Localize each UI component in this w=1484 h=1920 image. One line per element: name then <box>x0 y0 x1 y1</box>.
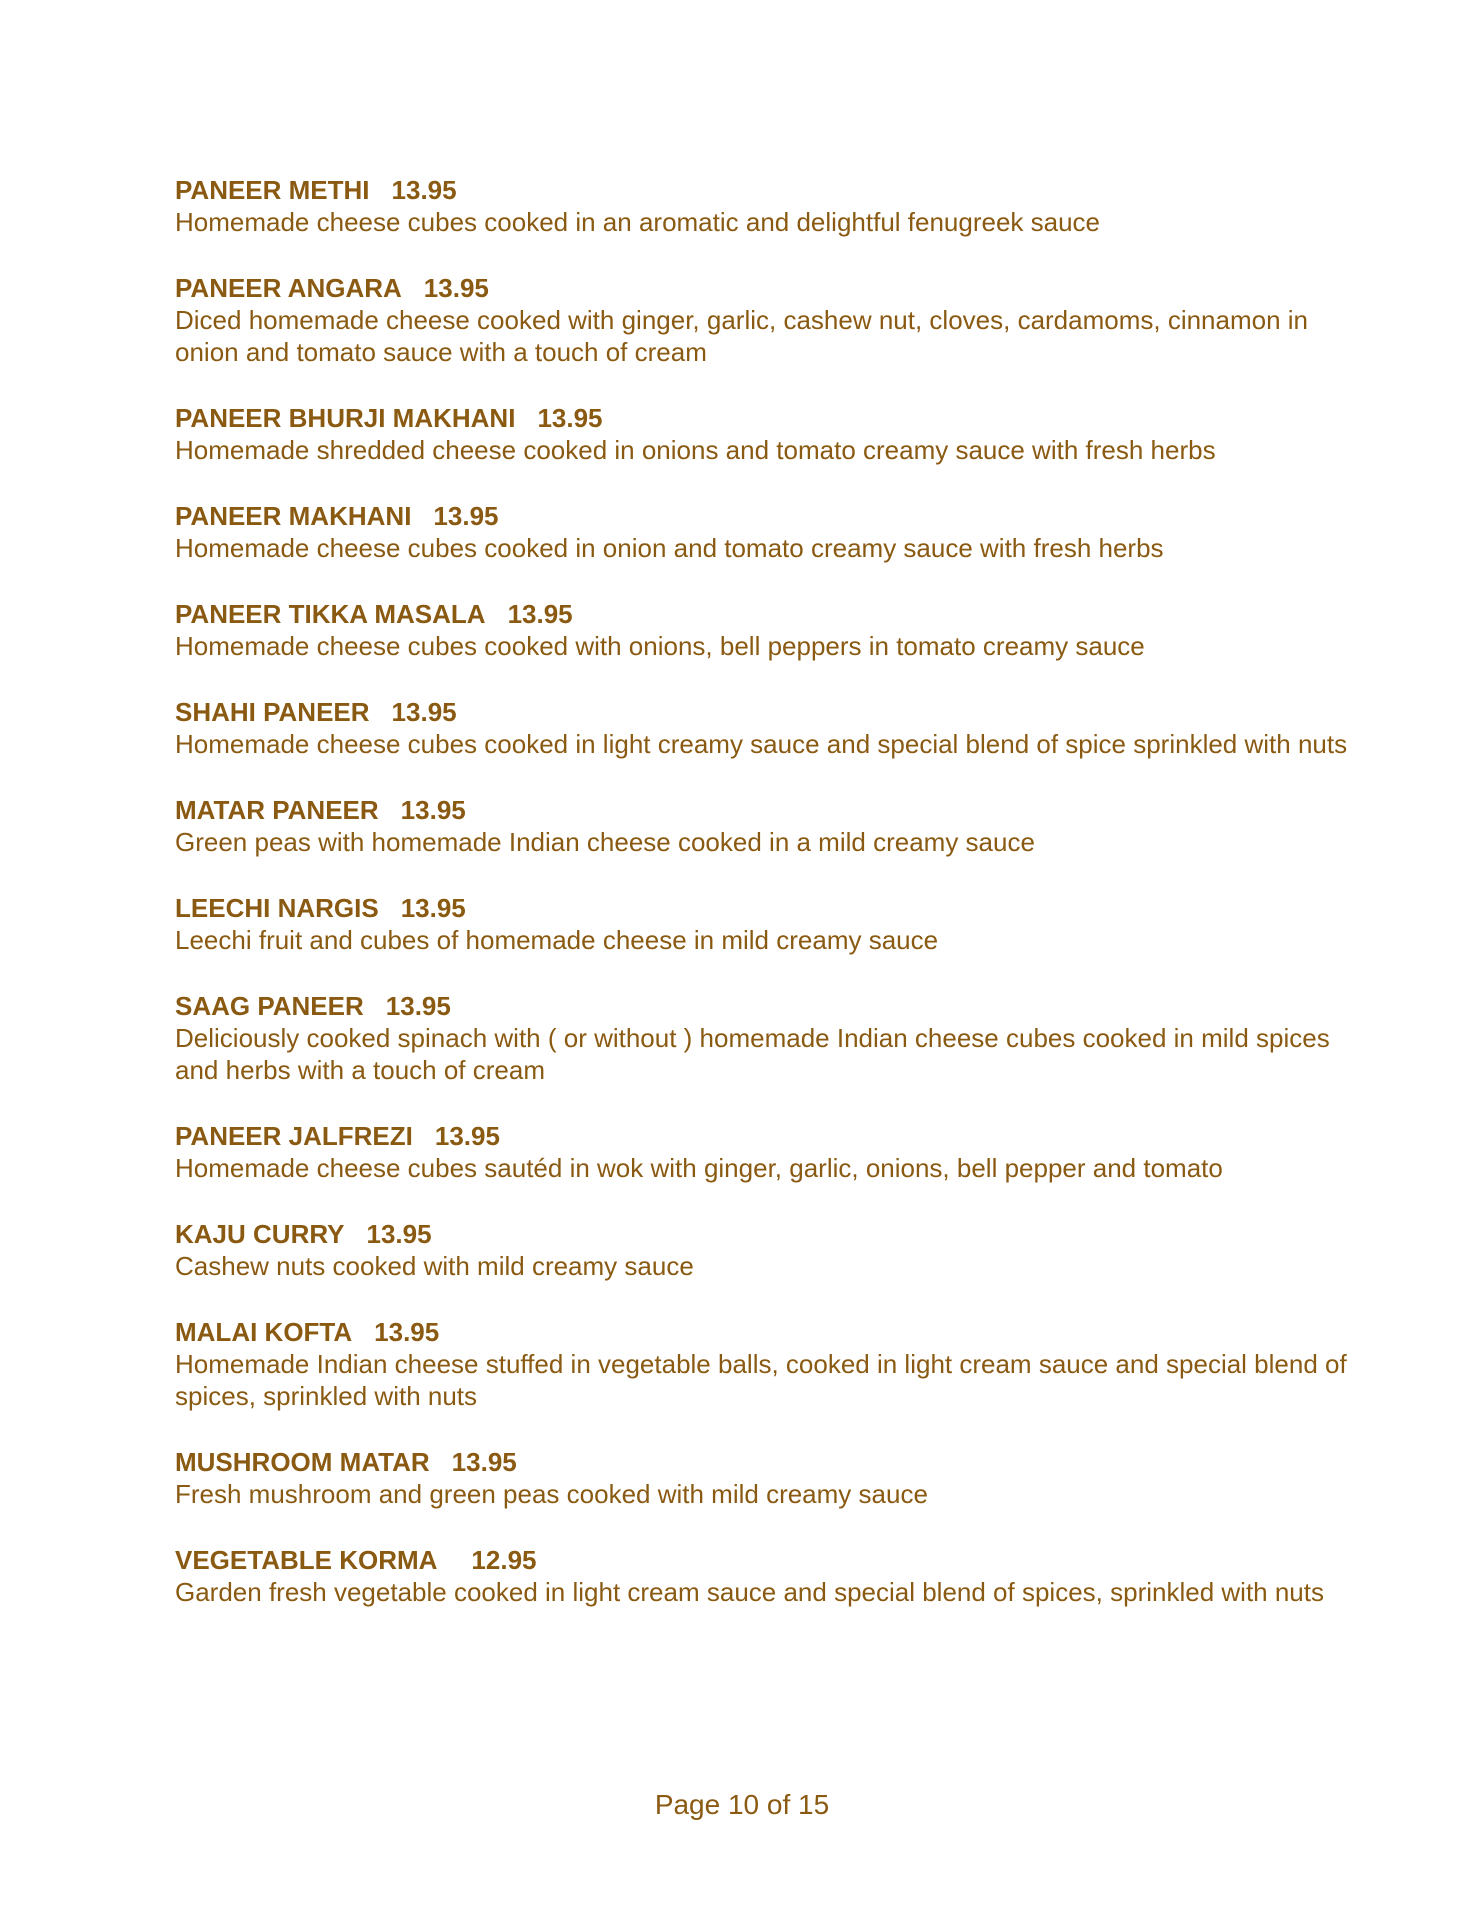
item-price: 13.95 <box>434 1121 500 1151</box>
item-description: Homemade cheese cubes cooked in onion and tomato creamy sauce with fresh herbs <box>175 533 1164 563</box>
item-name: SAAG PANEER <box>175 991 364 1021</box>
item-price: 13.95 <box>391 175 457 205</box>
item-description: Homemade shredded cheese cooked in onions and tomato creamy sauce with fresh herbs <box>175 435 1216 465</box>
item-price: 13.95 <box>400 795 466 825</box>
menu-list <box>175 174 1355 1642</box>
menu-item <box>175 272 1355 368</box>
item-price: 13.95 <box>451 1447 517 1477</box>
item-name: SHAHI PANEER <box>175 697 370 727</box>
menu-item <box>175 1316 1355 1412</box>
menu-item <box>175 402 1355 466</box>
item-name: VEGETABLE KORMA <box>175 1545 438 1575</box>
menu-item <box>175 174 1355 238</box>
menu-item <box>175 990 1355 1086</box>
item-header <box>175 1218 1355 1250</box>
menu-item <box>175 1218 1355 1282</box>
item-name: PANEER JALFREZI <box>175 1121 413 1151</box>
item-price: 13.95 <box>423 273 489 303</box>
item-name: KAJU CURRY <box>175 1219 345 1249</box>
item-description: Fresh mushroom and green peas cooked with mild creamy sauce <box>175 1479 928 1509</box>
item-description: Homemade Indian cheese stuffed in vegetable balls, cooked in light cream sauce and special blend of spices, sprinkled with nuts <box>175 1349 1347 1411</box>
menu-item <box>175 794 1355 858</box>
item-name: PANEER MAKHANI <box>175 501 412 531</box>
item-name: MATAR PANEER <box>175 795 379 825</box>
item-header <box>175 1120 1355 1152</box>
item-price: 13.95 <box>374 1317 440 1347</box>
item-header <box>175 402 1355 434</box>
item-name: MUSHROOM MATAR <box>175 1447 430 1477</box>
item-name: MALAI KOFTA <box>175 1317 353 1347</box>
item-price: 13.95 <box>366 1219 432 1249</box>
item-name: PANEER BHURJI MAKHANI <box>175 403 516 433</box>
menu-item <box>175 1446 1355 1510</box>
item-description: Deliciously cooked spinach with ( or without ) homemade Indian cheese cubes cooked in mild spices and herbs with a touch of cream <box>175 1023 1330 1085</box>
menu-item <box>175 500 1355 564</box>
item-header <box>175 794 1355 826</box>
item-price: 13.95 <box>507 599 573 629</box>
item-name: PANEER TIKKA MASALA <box>175 599 486 629</box>
item-description: Garden fresh vegetable cooked in light cream sauce and special blend of spices, sprinkled with nuts <box>175 1577 1324 1607</box>
item-description: Green peas with homemade Indian cheese cooked in a mild creamy sauce <box>175 827 1035 857</box>
item-description: Leechi fruit and cubes of homemade cheese in mild creamy sauce <box>175 925 939 955</box>
item-price: 13.95 <box>537 403 603 433</box>
item-header <box>175 272 1355 304</box>
item-header <box>175 598 1355 630</box>
item-header <box>175 1316 1355 1348</box>
item-description: Homemade cheese cubes cooked with onions, bell peppers in tomato creamy sauce <box>175 631 1145 661</box>
item-header <box>175 696 1355 728</box>
item-description: Homemade cheese cubes cooked in light creamy sauce and special blend of spice sprinkled with nuts <box>175 729 1348 759</box>
item-header <box>175 990 1355 1022</box>
item-price: 13.95 <box>400 893 466 923</box>
item-header <box>175 500 1355 532</box>
item-description: Homemade cheese cubes sautéd in wok with ginger, garlic, onions, bell pepper and tomato <box>175 1153 1223 1183</box>
item-name: PANEER METHI <box>175 175 370 205</box>
item-header <box>175 892 1355 924</box>
menu-item <box>175 1120 1355 1184</box>
item-header <box>175 1446 1355 1478</box>
page-number: Page 10 of 15 <box>654 1789 830 1820</box>
item-price: 12.95 <box>471 1545 537 1575</box>
menu-item <box>175 696 1355 760</box>
menu-item <box>175 598 1355 662</box>
item-price: 13.95 <box>385 991 451 1021</box>
menu-item <box>175 1544 1355 1608</box>
item-description: Cashew nuts cooked with mild creamy sauce <box>175 1251 694 1281</box>
item-description: Homemade cheese cubes cooked in an aromatic and delightful fenugreek sauce <box>175 207 1101 237</box>
item-header <box>175 174 1355 206</box>
item-description: Diced homemade cheese cooked with ginger, garlic, cashew nut, cloves, cardamoms, cinnamon in onion and tomato sauce with a touch of cream <box>175 305 1309 367</box>
menu-item <box>175 892 1355 956</box>
item-price: 13.95 <box>391 697 457 727</box>
item-price: 13.95 <box>433 501 499 531</box>
item-name: PANEER ANGARA <box>175 273 402 303</box>
item-name: LEECHI NARGIS <box>175 893 379 923</box>
item-header <box>175 1544 1355 1576</box>
